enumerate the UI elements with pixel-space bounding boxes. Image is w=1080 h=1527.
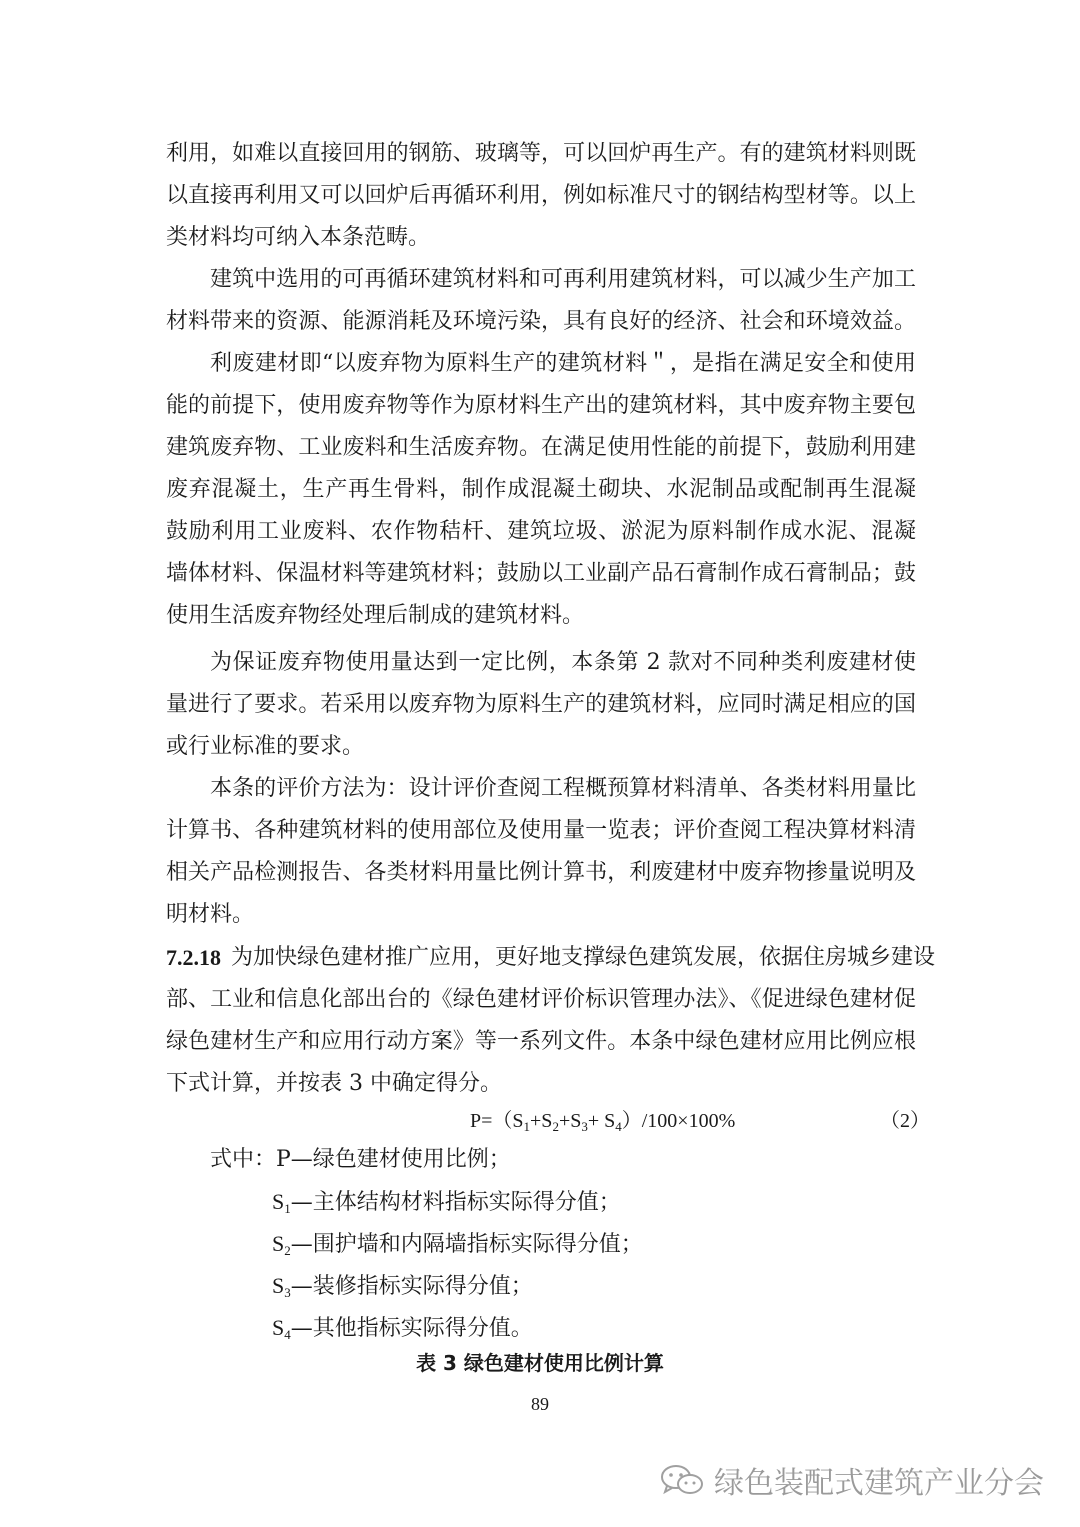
clause-text: 为加快绿色建材推广应用，更好地支撑绿色建筑发展，依据住房城乡建设: [231, 945, 936, 970]
paragraph-line: 能的前提下，使用废弃物等作为原材料生产出的建筑材料，其中废弃物主要包: [166, 393, 916, 418]
definition-item: $S_4—$其他指标实际得分值。: [272, 1315, 533, 1342]
paragraph-line: 量进行了要求。若采用以废弃物为原料生产的建筑材料，应同时满足相应的国: [166, 692, 916, 717]
formula-number: （2）: [880, 1110, 930, 1132]
formula-subscript: 3: [581, 1119, 588, 1134]
paragraph-line: 材料带来的资源、能源消耗及环境污染，具有良好的经济、社会和环境效益。: [166, 309, 916, 334]
page-number: 89: [531, 1394, 549, 1414]
paragraph-line: 相关产品检测报告、各类材料用量比例计算书，利废建材中废弃物掺量说明及: [166, 860, 916, 885]
paragraph-line: 类材料均可纳入本条范畴。: [166, 225, 431, 250]
paragraph-line: 为保证废弃物使用量达到一定比例，本条第 2 款对不同种类利废建材使: [210, 650, 916, 675]
formula-subscript: 2: [552, 1119, 559, 1134]
paragraph-line: 本条的评价方法为：设计评价查阅工程概预算材料清单、各类材料用量比: [210, 776, 916, 801]
paragraph-line: 建筑中选用的可再循环建筑材料和可再利用建筑材料，可以减少生产加工: [210, 267, 916, 292]
clause-line: 下式计算，并按表 3 中确定得分。: [166, 1071, 502, 1096]
paragraph-line: 鼓励利用工业废料、农作物秸杆、建筑垃圾、淤泥为原料制作成水泥、混凝: [166, 519, 916, 544]
formula-part: ）/100×100%: [621, 1110, 736, 1132]
paragraph-line: 使用生活废弃物经处理后制成的建筑材料。: [166, 603, 585, 628]
clause-line: 部、工业和信息化部出台的《绿色建材评价标识管理办法》、《促进绿色建材促: [166, 987, 916, 1012]
formula-subscript: 4: [615, 1119, 622, 1134]
clause-number: 7.2.18: [166, 945, 221, 970]
clause-line: 绿色建材生产和应用行动方案》等一系列文件。本条中绿色建材应用比例应根: [166, 1029, 916, 1054]
paragraph-line: 建筑废弃物、工业废料和生活废弃物。在满足使用性能的前提下，鼓励利用建: [166, 435, 916, 460]
formula-part: P=（S: [470, 1110, 524, 1132]
clause-first-line: [166, 943, 936, 973]
definitions-intro: 式中：P—绿色建材使用比例；: [210, 1147, 511, 1172]
paragraph-line: 利用，如难以直接回用的钢筋、玻璃等，可以回炉再生产。有的建筑材料则既: [166, 141, 916, 166]
paragraph-line: 或行业标准的要求。: [166, 734, 365, 759]
formula-part: + S: [587, 1110, 616, 1132]
paragraph-line: 以直接再利用又可以回炉后再循环利用，例如标准尺寸的钢结构型材等。以上: [166, 183, 916, 208]
watermark: [658, 1458, 1044, 1502]
wechat-icon: [658, 1462, 706, 1498]
formula-part: +S: [558, 1110, 582, 1132]
definition-item: $S_1—$主体结构材料指标实际得分值；: [272, 1189, 621, 1216]
definition-item: $S_3—$装修指标实际得分值；: [272, 1273, 533, 1300]
definition-item: $S_2—$围护墙和内隔墙指标实际得分值；: [272, 1231, 643, 1258]
paragraph-line: 废弃混凝土，生产再生骨料，制作成混凝土砌块、水泥制品或配制再生混凝: [166, 477, 916, 502]
formula: [470, 1106, 735, 1136]
formula-subscript: 1: [523, 1119, 531, 1134]
paragraph-line: 墙体材料、保温材料等建筑材料；鼓励以工业副产品石膏制作成石膏制品；鼓: [166, 561, 916, 586]
watermark-text: 绿色装配式建筑产业分会: [714, 1466, 1044, 1501]
paragraph-line: 利废建材即“以废弃物为原料生产的建筑材料＂，是指在满足安全和使用: [210, 351, 916, 376]
paragraph-line: 明材料。: [166, 902, 255, 927]
formula-part: +S: [530, 1110, 553, 1132]
paragraph-line: 计算书、各种建筑材料的使用部位及使用量一览表；评价查阅工程决算材料清: [166, 818, 916, 843]
table-caption: 表 3 绿色建材使用比例计算: [416, 1351, 664, 1375]
